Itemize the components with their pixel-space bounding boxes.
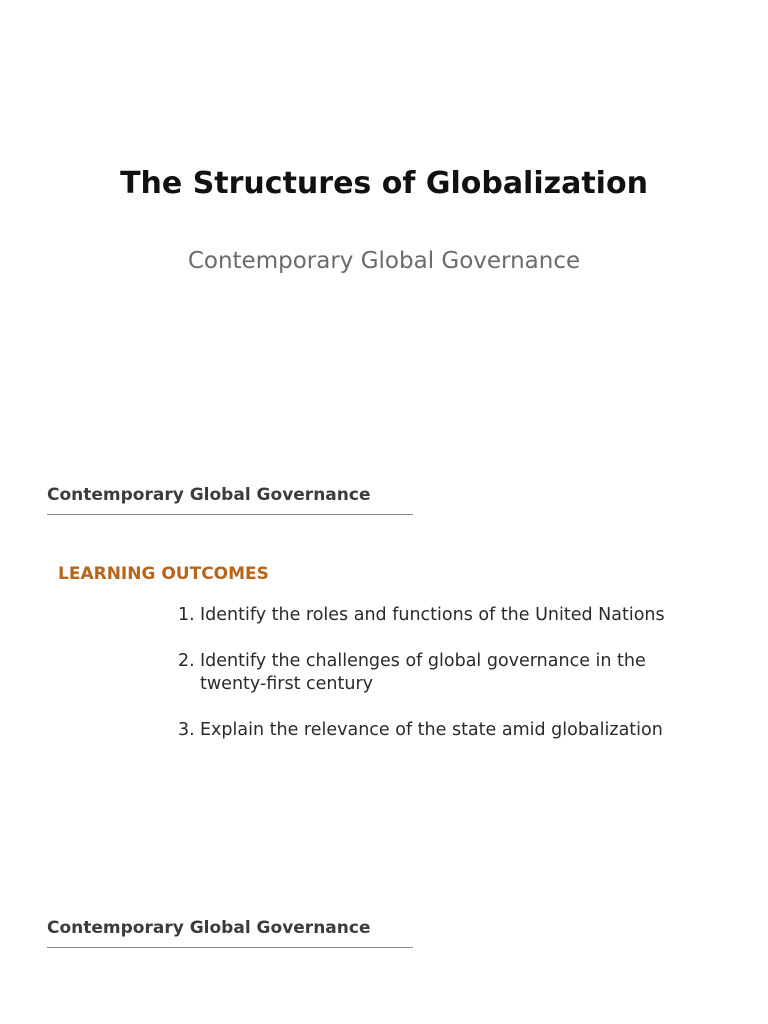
outcome-item: [178, 604, 668, 627]
learning-outcomes-heading: LEARNING OUTCOMES: [58, 564, 269, 584]
learning-outcomes-list: [178, 604, 668, 765]
slide-header: [47, 485, 413, 515]
outcome-text: Identify the roles and functions of the United Nations: [200, 605, 665, 625]
slide-header-title: Contemporary Global Governance: [47, 918, 371, 938]
outcome-text: Identify the challenges of global governance in the twenty-first century: [200, 651, 646, 694]
outcome-number: 1.: [178, 605, 195, 625]
header-divider: [47, 947, 413, 948]
outcome-item: [178, 719, 668, 742]
outcome-number: 3.: [178, 720, 195, 740]
presentation-title: The Structures of Globalization: [120, 166, 648, 201]
outcome-text: Explain the relevance of the state amid globalization: [200, 720, 663, 740]
presentation-subtitle: Contemporary Global Governance: [187, 248, 581, 274]
outcome-item: [178, 650, 668, 696]
title-slide: [0, 0, 768, 430]
outcome-number: 2.: [178, 651, 195, 671]
header-divider: [47, 514, 413, 515]
slide-header-title: Contemporary Global Governance: [47, 485, 371, 505]
slide-header: [47, 918, 413, 948]
